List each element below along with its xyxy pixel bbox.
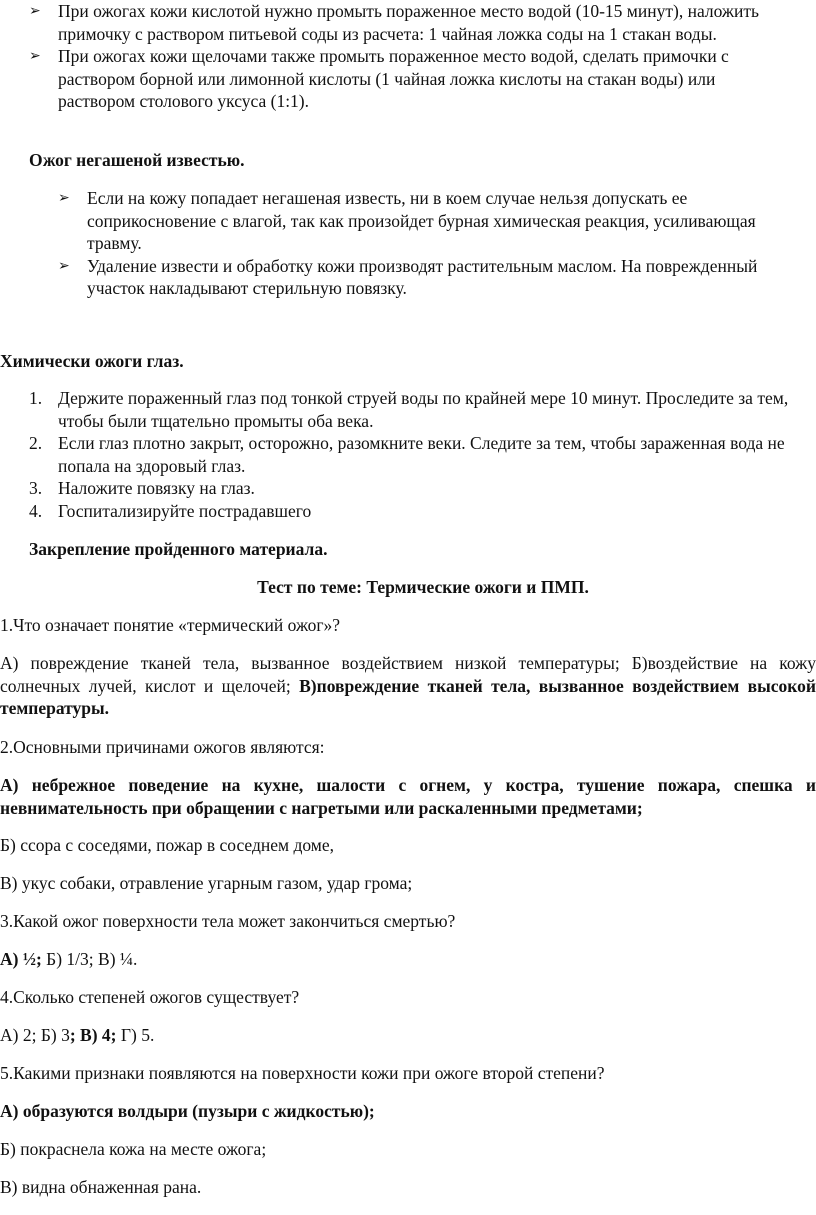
list-item <box>29 45 781 113</box>
list-number: 4. <box>29 500 43 521</box>
test-title: Тест по теме: Термические ожоги и ПМП. <box>257 577 589 597</box>
list-item-text: При ожогах кожи щелочами также промыть пораженное место водой, сделать примочки с раствором борной или лимонной кислоты (1 чайная ложка кислоты на стакан воды) или раствором столового уксуса (1:1). <box>58 46 729 111</box>
acid-alkali-bullets <box>29 0 781 113</box>
section-heading-lime: Ожог негашеной известью. <box>29 150 245 170</box>
correct-answer: В)повреждение тканей тела, вызванное воздействием высокой температуры. <box>0 675 816 718</box>
eyes-steps <box>29 387 789 522</box>
list-item-text: Держите пораженный глаз под тонкой струей воды по крайней мере 10 минут. Проследите за тем, чтобы были тщательно промыты оба века. <box>58 388 789 431</box>
arrowhead-bullet-icon: ➢ <box>29 3 41 19</box>
list-item <box>58 187 758 255</box>
answer-option: В) укус собаки, отравление угарным газом, удар грома; <box>0 873 413 893</box>
answers-4 <box>0 1024 154 1047</box>
list-item <box>29 477 789 500</box>
question-5: 5.Какими признаки появляются на поверхности кожи при ожоге второй степени? <box>0 1063 605 1083</box>
answer-option: В) видна обнаженная рана. <box>0 1177 202 1197</box>
list-number: 1. <box>29 388 43 408</box>
answer-option: Б) ссора с соседями, пожар в соседнем доме, <box>0 835 334 855</box>
question-1: 1.Что означает понятие «термический ожог»? <box>0 615 341 635</box>
section-heading-eyes: Химически ожоги глаз. <box>0 351 184 371</box>
question-3: 3.Какой ожог поверхности тела может закончиться смертью? <box>0 911 456 931</box>
answer-text: А) 2; Б) 3 <box>0 1025 70 1045</box>
correct-answer: А) образуются волдыри (пузыри с жидкостью); <box>0 1101 375 1121</box>
correct-answer: ; В) 4; <box>69 1025 117 1045</box>
answers-3 <box>0 948 137 971</box>
question-4: 4.Сколько степеней ожогов существует? <box>0 987 300 1007</box>
section-heading-consolidation: Закрепление пройденного материала. <box>29 539 328 559</box>
list-item-text: При ожогах кожи кислотой нужно промыть пораженное место водой (10-15 минут), наложить примочку с раствором питьевой соды из расчета: 1 чайная ложка соды на 1 стакан воды. <box>58 1 759 44</box>
list-item <box>29 432 789 477</box>
correct-answer: А) ½; <box>0 949 42 969</box>
list-item <box>29 387 789 432</box>
answer-text: Б) 1/3; В) ¼. <box>41 949 138 969</box>
list-item <box>29 500 789 523</box>
list-item-text: Если глаз плотно закрыт, осторожно, разомкните веки. Следите за тем, чтобы зараженная вода не попала на здоровый глаз. <box>58 433 785 476</box>
correct-answer: А) небрежное поведение на кухне, шалости с огнем, у костра, тушение пожара, спешка и невнимательность при обращении с нагретыми или раскаленными предметами; <box>0 775 816 818</box>
list-item-text: Госпитализируйте пострадавшего <box>58 500 312 521</box>
answers-1 <box>0 652 816 720</box>
list-item <box>58 255 758 300</box>
arrowhead-bullet-icon: ➢ <box>58 190 70 206</box>
list-item-text: Удаление извести и обработку кожи производят растительным маслом. На поврежденный участок накладывают стерильную повязку. <box>87 255 758 298</box>
list-number: 3. <box>29 478 43 498</box>
answer-text: Г) 5. <box>116 1025 155 1045</box>
list-number: 2. <box>29 433 43 453</box>
answer-option: Б) покраснела кожа на месте ожога; <box>0 1139 267 1159</box>
list-item-text: Наложите повязку на глаз. <box>58 478 255 498</box>
question-2: 2.Основными причинами ожогов являются: <box>0 737 325 757</box>
list-item-text: Если на кожу попадает негашеная известь, ни в коем случае нельзя допускать ее соприкосновение с влагой, так как произойдет бурная химическая реакция, усиливающая травму. <box>87 188 756 253</box>
answer-text: А) повреждение тканей тела, вызванное воздействием низкой температуры; Б)воздействие на кожу солнечных лучей, кислот и щелочей; <box>0 653 816 696</box>
lime-bullets <box>58 187 758 300</box>
arrowhead-bullet-icon: ➢ <box>58 257 70 274</box>
list-item <box>29 0 781 45</box>
arrowhead-bullet-icon: ➢ <box>29 48 41 64</box>
